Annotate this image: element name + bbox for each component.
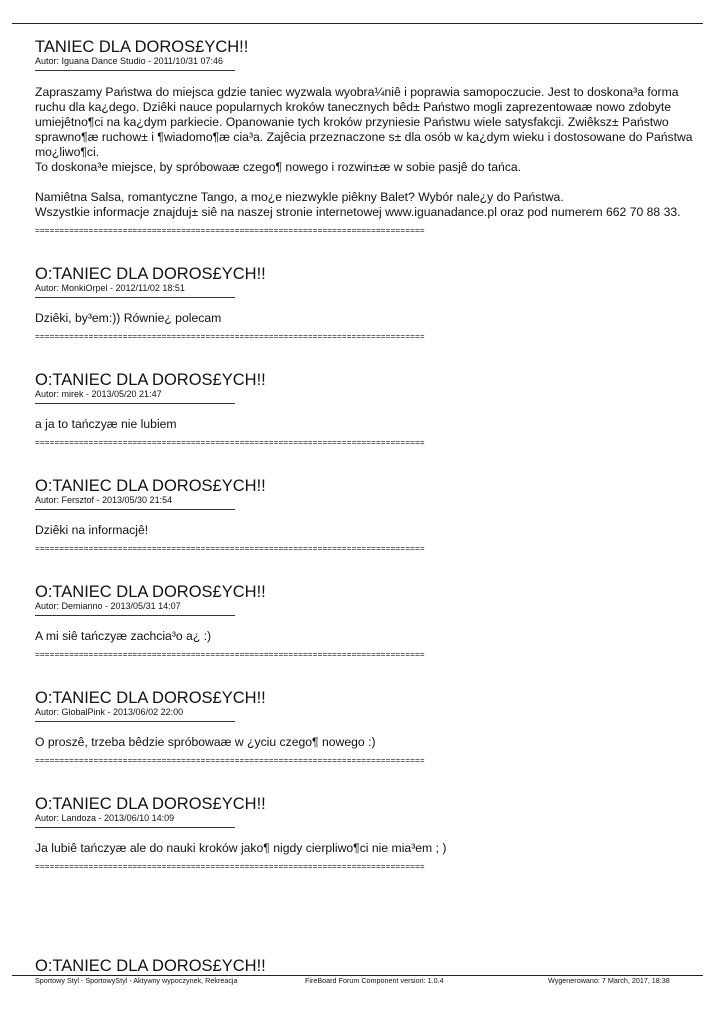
post-paragraph: A mi siê tańczyæ zachcia³o a¿ :)	[35, 629, 212, 643]
post-author-meta: Autor: Landoza - 2013/06/10 14:09	[35, 813, 175, 823]
post-author-meta: Autor: Iguana Dance Studio - 2011/10/31 07:46	[35, 56, 223, 66]
post-body	[35, 311, 700, 326]
post-body	[35, 417, 700, 432]
post-title: O:TANIEC DLA DOROS£YCH!!	[35, 477, 266, 495]
forum-post	[35, 38, 700, 265]
post-meta-underline	[35, 509, 235, 510]
forum-post	[35, 477, 700, 583]
footer-component-version: FireBoard Forum Component version: 1.0.4	[305, 976, 444, 985]
post-meta-underline	[35, 403, 235, 404]
post-spacing	[35, 447, 700, 477]
post-title: O:TANIEC DLA DOROS£YCH!!	[35, 795, 266, 813]
post-meta-underline	[35, 827, 235, 828]
footer-generated-date: Wygenerowano: 7 March, 2017, 18:38	[548, 976, 670, 985]
post-separator: ================================================================================	[35, 651, 425, 659]
post-paragraph: Ja lubiê tańczyæ ale do nauki kroków jako¶ nigdy cierpliwo¶ci nie mia³em ; )	[35, 841, 447, 855]
post-spacing	[35, 553, 700, 583]
post-title: O:TANIEC DLA DOROS£YCH!!	[35, 689, 266, 707]
post-spacing	[35, 341, 700, 371]
post-title: O:TANIEC DLA DOROS£YCH!!	[35, 265, 266, 283]
post-body	[35, 85, 700, 220]
post-spacing	[35, 765, 700, 795]
post-meta-underline	[35, 70, 235, 71]
forum-post	[35, 371, 700, 477]
post-paragraph: a ja to tańczyæ nie lubiem	[35, 417, 177, 431]
post-spacing	[35, 871, 700, 901]
header-rule	[12, 23, 703, 24]
post-meta-underline	[35, 615, 235, 616]
post-body	[35, 735, 700, 750]
post-title: TANIEC DLA DOROS£YCH!!	[35, 38, 249, 56]
post-spacing	[35, 659, 700, 689]
post-paragraph: Namiêtna Salsa, romantyczne Tango, a mo¿e niezwykle piêkny Balet? Wybór nale¿y do Państwa.	[35, 190, 564, 204]
post-paragraph: To doskona³e miejsce, by spróbowaæ czego¶ nowego i rozwin±æ w sobie pasjê do tańca.	[35, 160, 522, 174]
post-separator: ================================================================================	[35, 439, 425, 447]
post-title: O:TANIEC DLA DOROS£YCH!!	[35, 583, 266, 601]
post-body	[35, 841, 700, 856]
forum-post	[35, 583, 700, 689]
post-separator: ================================================================================	[35, 757, 425, 765]
post-spacing	[35, 235, 700, 265]
footer-site-name: Sportowy Styl - SportowyStyl - Aktywny wypoczynek, Rekreacja	[35, 976, 238, 985]
post-separator: ================================================================================	[35, 333, 425, 341]
post-meta-underline	[35, 721, 235, 722]
posts-container	[35, 38, 700, 901]
post-author-meta: Autor: Demianno - 2013/05/31 14:07	[35, 601, 181, 611]
post-author-meta: Autor: GlobalPink - 2013/06/02 22:00	[35, 707, 184, 717]
post-paragraph: Wszystkie informacje znajduj± siê na naszej stronie internetowej www.iguanadance.pl oraz pod numerem 662 70 88 33.	[35, 205, 681, 219]
post-body	[35, 523, 700, 538]
forum-post	[35, 795, 700, 901]
post-author-meta: Autor: Fersztof - 2013/05/30 21:54	[35, 495, 173, 505]
post-paragraph: Zapraszamy Państwa do miejsca gdzie taniec wyzwala wyobra¼niê i poprawia samopoczucie. Jest to doskona³a forma ruchu dla ka¿dego. Dziêki nauce popularnych kroków tanecznych bêd± Państwo mogli zaprezentowaæ nowo zdobyte umiejêtno¶ci na ka¿dym parkiecie. Opanowanie tych kroków przyniesie Państwu wiele satysfakcji. Zwiêksz± Państwo sprawno¶æ ruchow± i ¶wiadomo¶æ cia³a. Zajêcia przeznaczone s± dla osób w ka¿dym wieku i dostosowane do Państwa mo¿liwo¶ci.	[35, 85, 693, 159]
post-separator: ================================================================================	[35, 545, 425, 553]
post-separator: ================================================================================	[35, 863, 425, 871]
post-paragraph: Dziêki, by³em:)) Równie¿ polecam	[35, 311, 222, 325]
post-title-truncated: O:TANIEC DLA DOROS£YCH!!	[35, 957, 266, 975]
post-author-meta: Autor: mirek - 2013/05/20 21:47	[35, 389, 162, 399]
forum-post	[35, 265, 700, 371]
forum-post	[35, 689, 700, 795]
paragraph-gap	[35, 175, 700, 190]
post-separator: ================================================================================	[35, 227, 425, 235]
post-paragraph: Dziêki na informacjê!	[35, 523, 149, 537]
post-title: O:TANIEC DLA DOROS£YCH!!	[35, 371, 266, 389]
post-body	[35, 629, 700, 644]
post-paragraph: O proszê, trzeba bêdzie spróbowaæ w ¿yciu czego¶ nowego :)	[35, 735, 376, 749]
post-meta-underline	[35, 297, 235, 298]
post-author-meta: Autor: MonkiOrpel - 2012/11/02 18:51	[35, 283, 185, 293]
